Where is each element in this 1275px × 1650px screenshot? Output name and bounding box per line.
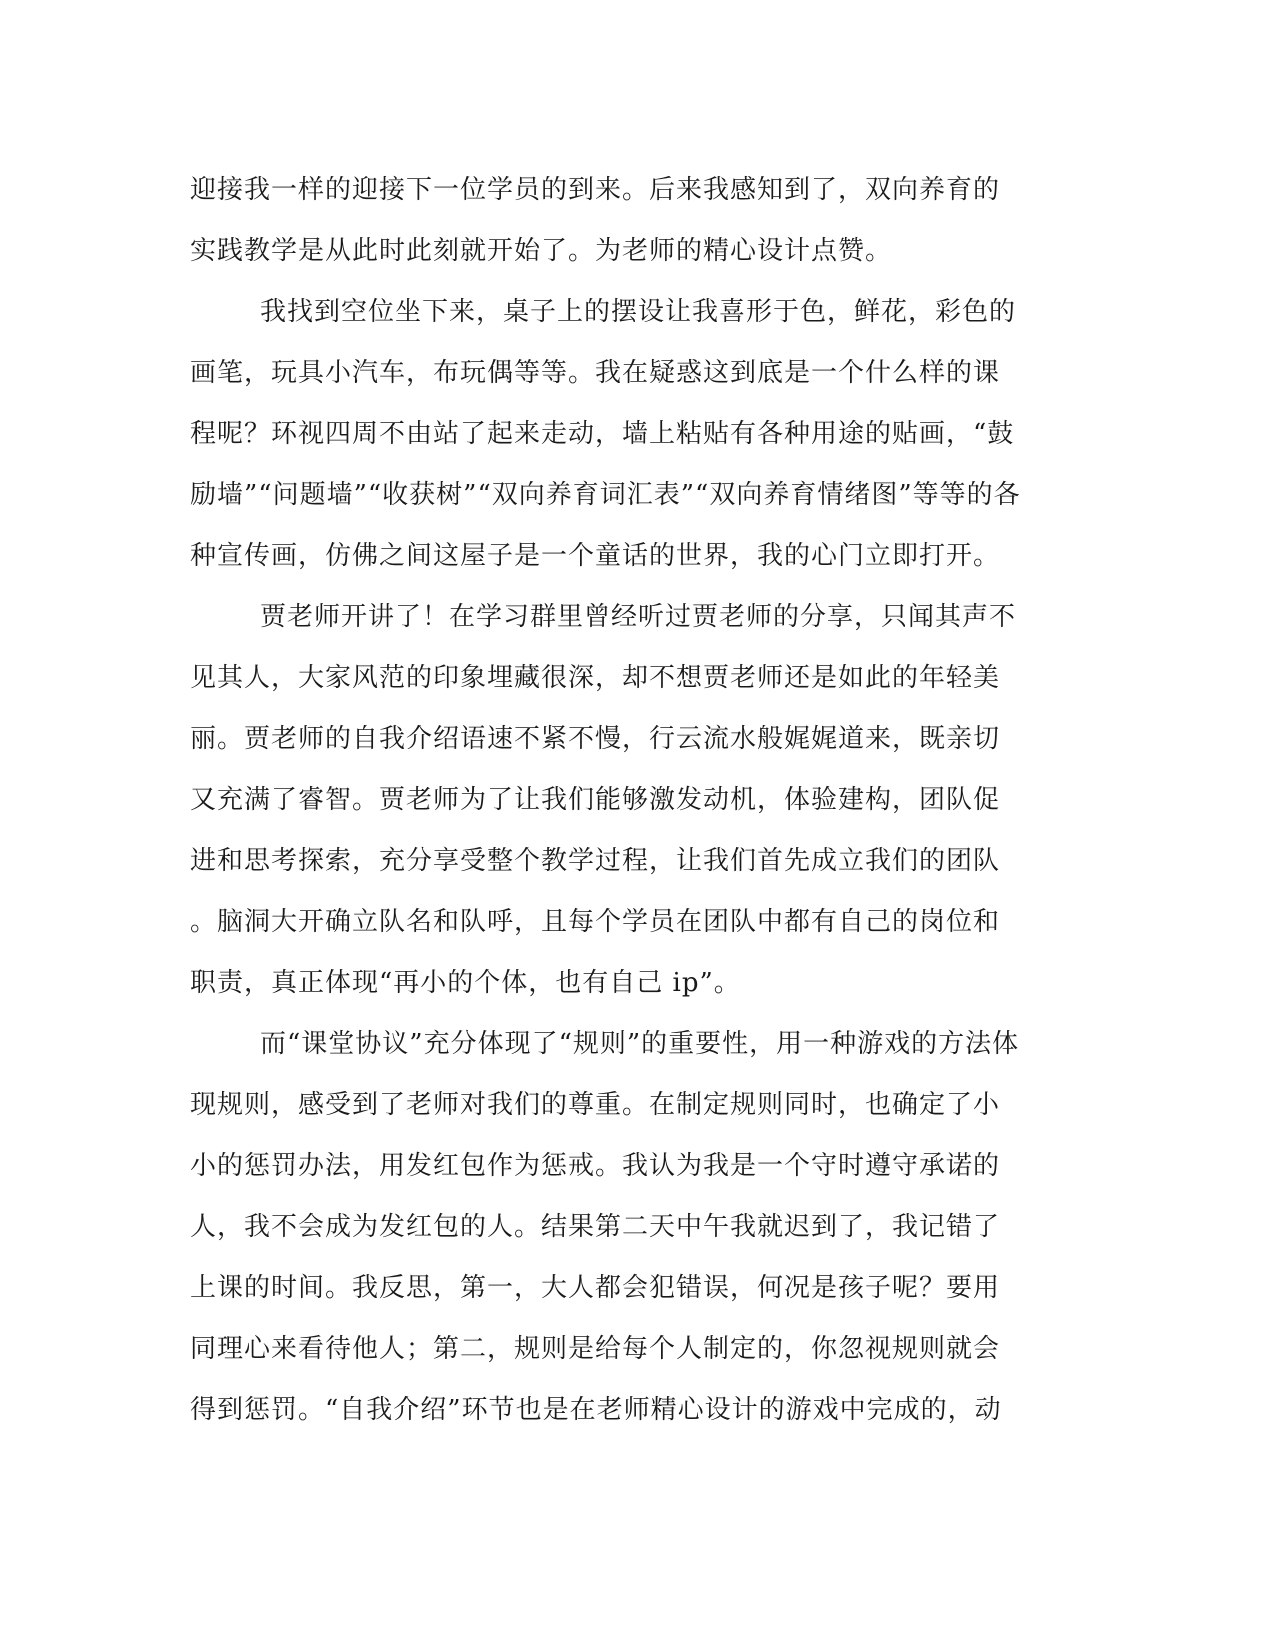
text-line: 实践教学是从此时此刻就开始了。为老师的精心设计点赞。: [190, 236, 893, 266]
text-line: 种宣传画，仿佛之间这屋子是一个童话的世界，我的心门立即打开。: [190, 541, 1001, 571]
text-line: 又充满了睿智。贾老师为了让我们能够激发动机，体验建构，团队促: [190, 785, 1001, 815]
paragraph-start-line: 贾老师开讲了！在学习群里曾经听过贾老师的分享，只闻其声不: [260, 602, 1017, 632]
text-line: 小的惩罚办法，用发红包作为惩戒。我认为我是一个守时遵守承诺的: [190, 1151, 1001, 1181]
paragraph-start-line: 而“课堂协议”充分体现了“规则”的重要性，用一种游戏的方法体: [260, 1029, 1020, 1059]
text-line: 得到惩罚。“自我介绍”环节也是在老师精心设计的游戏中完成的，动: [190, 1395, 1002, 1425]
document-body: [190, 160, 1080, 1441]
text-line: 。脑洞大开确立队名和队呼，且每个学员在团队中都有自己的岗位和: [190, 907, 1001, 937]
text-line: 见其人，大家风范的印象埋藏很深，却不想贾老师还是如此的年轻美: [190, 663, 1001, 693]
text-line: 画笔，玩具小汽车，布玩偶等等。我在疑惑这到底是一个什么样的课: [190, 358, 1001, 388]
text-line: 职责，真正体现“再小的个体，也有自己 ip”。: [190, 968, 741, 998]
text-line: 程呢？环视四周不由站了起来走动，墙上粘贴有各种用途的贴画，“鼓: [190, 419, 1015, 449]
text-line: 丽。贾老师的自我介绍语速不紧不慢，行云流水般娓娓道来，既亲切: [190, 724, 1001, 754]
text-line: 同理心来看待他人；第二，规则是给每个人制定的，你忽视规则就会: [190, 1334, 1001, 1364]
text-line: 进和思考探索，充分享受整个教学过程，让我们首先成立我们的团队: [190, 846, 1001, 876]
text-line: 现规则，感受到了老师对我们的尊重。在制定规则同时，也确定了小: [190, 1090, 1001, 1120]
text-line: 励墙”“问题墙”“收获树”“双向养育词汇表”“双向养育情绪图”等等的各: [190, 480, 1021, 510]
text-line: 上课的时间。我反思，第一，大人都会犯错误，何况是孩子呢？要用: [190, 1273, 1001, 1303]
text-line: 迎接我一样的迎接下一位学员的到来。后来我感知到了，双向养育的: [190, 175, 1001, 205]
text-line: 人，我不会成为发红包的人。结果第二天中午我就迟到了，我记错了: [190, 1212, 1001, 1242]
paragraph-start-line: 我找到空位坐下来，桌子上的摆设让我喜形于色，鲜花，彩色的: [260, 297, 1017, 327]
